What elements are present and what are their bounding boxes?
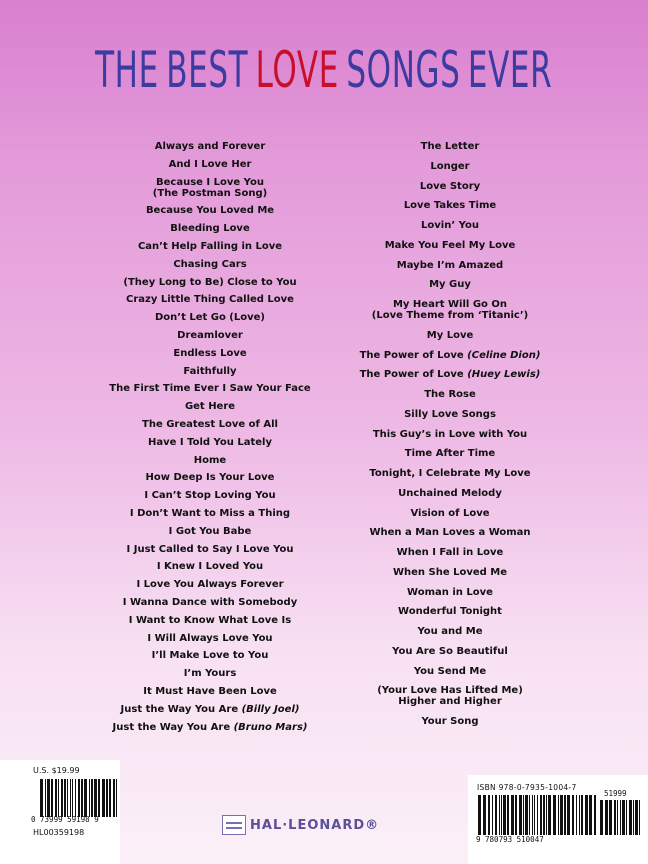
barcode-bar <box>113 779 115 817</box>
barcode-bar <box>503 795 506 835</box>
song-title: Vision of Love <box>410 507 490 519</box>
barcode-bar <box>629 800 632 835</box>
barcode-bar <box>626 800 627 835</box>
upc-barcode <box>40 779 118 817</box>
song-title: And I Love Her <box>168 158 252 170</box>
barcode-bar <box>61 779 63 817</box>
title-word-best: BEST <box>166 41 249 99</box>
song-title: I Don’t Want to Miss a Thing <box>129 507 291 519</box>
barcode-bar <box>529 795 530 835</box>
song-title: Tonight, I Celebrate My Love <box>369 468 531 480</box>
song-title: When I Fall in Love <box>396 547 504 559</box>
song-title: Unchained Melody <box>398 487 502 499</box>
barcode-bar <box>635 800 638 835</box>
song-title: The Rose <box>424 389 476 401</box>
song-title: Don’t Let Go (Love) <box>154 312 265 324</box>
page-title <box>0 30 648 110</box>
title-word-songs: SONGS <box>346 41 461 99</box>
song-artist-note: (Bruno Mars) <box>233 721 308 733</box>
song-title: You and Me <box>417 626 483 638</box>
barcode-bar <box>576 795 577 835</box>
song-title-line: (Your Love Has Lifted Me) <box>377 685 523 697</box>
barcode-bar <box>55 779 57 817</box>
song-title <box>80 722 340 740</box>
barcode-bar <box>98 779 100 817</box>
song-title-line: Because I Love You <box>156 176 264 188</box>
barcode-bar <box>564 795 566 835</box>
song-title: This Guy’s in Love with You <box>372 428 528 440</box>
title-word-love: LOVE <box>255 41 340 99</box>
barcode-bar <box>495 795 497 835</box>
song-title: Chasing Cars <box>173 258 247 270</box>
song-title-main: The Power of Love <box>359 369 468 381</box>
song-title: How Deep Is Your Love <box>145 472 275 484</box>
song-title: You Are So Beautiful <box>392 645 508 657</box>
song-title: The Greatest Love of All <box>142 418 278 430</box>
song-title: Love Story <box>419 180 481 192</box>
barcode-bar <box>609 800 612 835</box>
song-title: Can’t Help Falling in Love <box>137 240 283 252</box>
barcode-bar <box>548 795 551 835</box>
song-title: Endless Love <box>173 347 247 359</box>
barcode-bar <box>620 800 621 835</box>
song-title-main: Just the Way You Are <box>120 703 242 715</box>
song-title: Always and Forever <box>154 141 266 152</box>
barcode-bar <box>558 795 559 835</box>
song-title: Woman in Love <box>407 586 493 598</box>
barcode-bar <box>511 795 514 835</box>
barcode-bar <box>585 795 588 835</box>
barcode-bar <box>70 779 71 817</box>
barcode-bar <box>75 779 76 817</box>
barcode-bar <box>501 795 502 835</box>
song-title-main: Just the Way You Are <box>112 721 234 733</box>
barcode-bar <box>537 795 538 835</box>
hal-leonard-logo-icon <box>222 815 246 835</box>
barcode-bar <box>581 795 583 835</box>
song-title: The First Time Ever I Saw Your Face <box>109 383 311 395</box>
song-title: Silly Love Songs <box>404 408 496 420</box>
song-title: Time After Time <box>404 448 496 460</box>
song-title: I’ll Make Love to You <box>151 650 269 662</box>
song-title: Faithfully <box>183 365 237 377</box>
song-title: Dreamlover <box>177 329 243 341</box>
publisher-logo <box>222 812 422 838</box>
isbn-text: ISBN 978-0-7935-1004-7 <box>477 783 577 792</box>
song-title-line: Higher and Higher <box>398 696 502 708</box>
barcode-bar <box>572 795 574 835</box>
song-title <box>320 350 580 370</box>
barcode-bar <box>519 795 522 835</box>
barcode-bar <box>45 779 46 817</box>
barcode-bar <box>102 779 105 817</box>
song-list-left <box>80 141 340 739</box>
song-title: I Will Always Love You <box>147 632 273 644</box>
barcode-bar <box>617 800 618 835</box>
song-title-main: The Power of Love <box>359 349 468 361</box>
song-title: Bleeding Love <box>170 223 250 235</box>
song-title: I Got You Babe <box>168 525 252 537</box>
barcode-bar <box>40 779 43 817</box>
song-title-line: My Heart Will Go On <box>392 299 508 310</box>
ean-digits: 9 780793 510047 <box>476 835 544 844</box>
barcode-bar <box>116 779 117 817</box>
barcode-bar <box>534 795 535 835</box>
barcode-bar <box>546 795 547 835</box>
barcode-bar <box>622 800 625 835</box>
barcode-bar <box>499 795 500 835</box>
song-title: I Can’t Stop Loving You <box>144 490 276 502</box>
song-title: Your Song <box>421 716 479 728</box>
barcode-bar <box>553 795 556 835</box>
product-code: HL00359198 <box>33 828 85 837</box>
song-title-line: (The Postman Song) <box>152 187 268 199</box>
barcode-bar <box>64 779 66 817</box>
barcode-bar <box>72 779 73 817</box>
publisher-name: HAL·LEONARD® <box>250 817 380 833</box>
title-word-the: THE <box>95 41 160 99</box>
price-label: U.S. $19.99 <box>33 766 80 775</box>
barcode-bar <box>109 779 111 817</box>
barcode-bar <box>523 795 524 835</box>
song-title: I Just Called to Say I Love You <box>126 543 294 555</box>
song-title: My Guy <box>429 279 471 291</box>
barcode-bar <box>492 795 493 835</box>
barcode-bar <box>51 779 53 817</box>
barcode-bar <box>84 779 87 817</box>
barcode-bar <box>78 779 80 817</box>
song-title: Longer <box>430 160 470 172</box>
ean-addon-barcode <box>600 800 642 835</box>
song-title: Make You Feel My Love <box>384 239 516 251</box>
barcode-bar <box>633 800 634 835</box>
song-title: Lovin’ You <box>421 220 479 231</box>
song-title: I Wanna Dance with Somebody <box>122 596 298 608</box>
song-title: It Must Have Been Love <box>143 685 277 697</box>
upc-digits: 0 73999 59198 9 <box>31 815 99 824</box>
song-artist-note: (Billy Joel) <box>241 703 300 715</box>
song-title <box>320 299 580 330</box>
song-title: Maybe I’m Amazed <box>396 259 504 271</box>
song-title: You Send Me <box>413 665 487 677</box>
barcode-bar <box>58 779 59 817</box>
barcode-bar <box>560 795 563 835</box>
barcode-bar <box>67 779 68 817</box>
barcode-bar <box>614 800 616 835</box>
barcode-bar <box>478 795 481 835</box>
barcode-bar <box>89 779 90 817</box>
song-title <box>80 704 340 722</box>
barcode-bar <box>594 795 596 835</box>
barcode-bar <box>91 779 93 817</box>
title-word-ever: EVER <box>468 41 553 99</box>
song-title: I Want to Know What Love Is <box>128 614 292 626</box>
song-artist-note: (Huey Lewis) <box>467 369 541 381</box>
barcode-bar <box>483 795 486 835</box>
song-title <box>320 369 580 389</box>
song-title: I’m Yours <box>183 668 237 680</box>
barcode-bar <box>543 795 545 835</box>
song-title: When She Loved Me <box>392 566 508 578</box>
barcode-bar <box>94 779 97 817</box>
song-title <box>320 685 580 716</box>
song-title <box>80 177 340 206</box>
song-title: (They Long to Be) Close to You <box>123 276 297 288</box>
barcode-bar <box>525 795 528 835</box>
barcode-bar <box>532 795 533 835</box>
song-title: Home <box>193 454 227 466</box>
barcode-bar <box>81 779 83 817</box>
barcode-bar <box>47 779 50 817</box>
song-artist-note: (Celine Dion) <box>467 349 541 361</box>
song-title: Have I Told You Lately <box>148 436 272 448</box>
song-title: Get Here <box>184 401 236 413</box>
song-title: Wonderful Tonight <box>398 606 502 618</box>
song-title: My Love <box>426 329 474 341</box>
barcode-bar <box>567 795 570 835</box>
barcode-bar <box>106 779 108 817</box>
barcode-bar <box>600 800 603 835</box>
barcode-bar <box>605 800 608 835</box>
barcode-bar <box>540 795 542 835</box>
barcode-bar <box>639 800 640 835</box>
song-title-line: (Love Theme from ‘Titanic’) <box>371 310 529 321</box>
song-title: Love Takes Time <box>403 200 497 212</box>
ean-addon-digits: 51999 <box>604 789 627 798</box>
barcode-bar <box>488 795 490 835</box>
ean-barcode <box>478 795 596 835</box>
barcode-bar <box>515 795 517 835</box>
song-list-right <box>320 141 580 736</box>
song-title: I Knew I Loved You <box>156 561 264 573</box>
song-title: Because You Loved Me <box>145 205 275 217</box>
barcode-bar <box>589 795 592 835</box>
barcode-bar <box>579 795 580 835</box>
song-title: Crazy Little Thing Called Love <box>126 294 294 306</box>
song-title: When a Man Loves a Woman <box>369 527 531 539</box>
song-title: I Love You Always Forever <box>136 579 284 591</box>
song-title: The Letter <box>420 141 480 152</box>
barcode-bar <box>507 795 509 835</box>
